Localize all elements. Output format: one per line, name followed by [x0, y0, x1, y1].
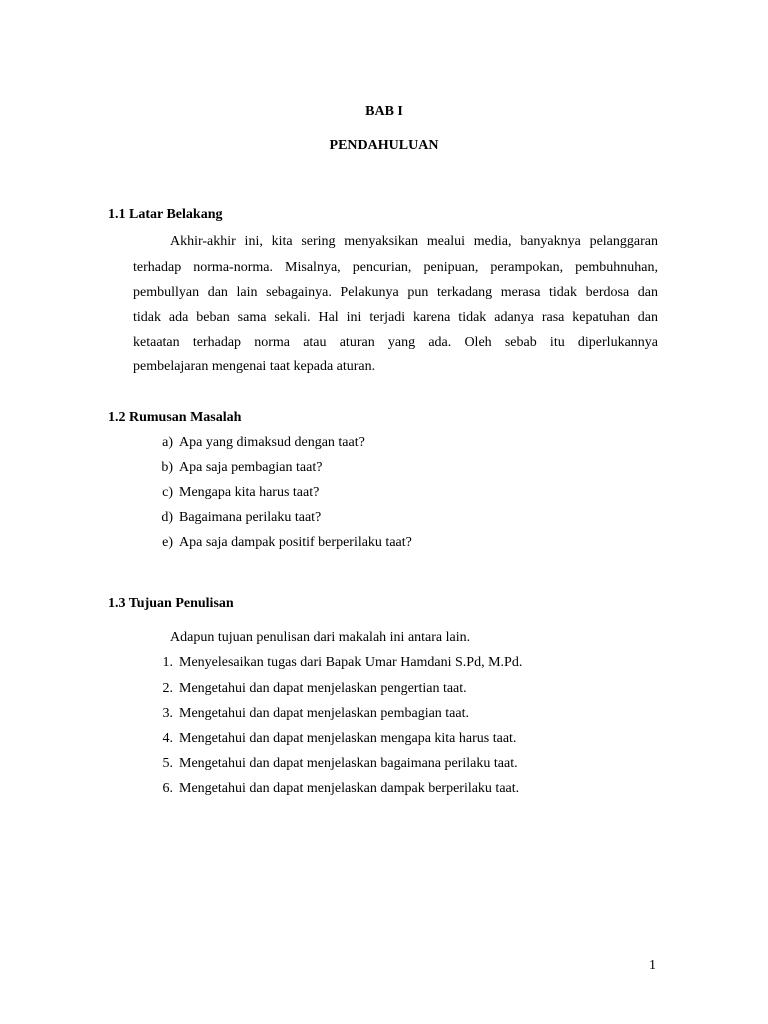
list-item	[153, 781, 673, 797]
list-marker: b)	[161, 460, 173, 475]
list-item	[153, 756, 673, 772]
list-item	[153, 485, 673, 501]
section-intro: Adapun tujuan penulisan dari makalah ini antara lain.	[170, 630, 471, 645]
paragraph-line: tidak ada beban sama sekali. Hal ini terjadi karena tidak adanya rasa kepatuhan dan	[133, 310, 658, 325]
list-marker: 6.	[162, 781, 173, 796]
list-item-text: Mengetahui dan dapat menjelaskan dampak berperilaku taat.	[179, 781, 520, 796]
list-marker: c)	[162, 485, 173, 500]
list-item	[153, 655, 673, 671]
chapter-title: PENDAHULUAN	[329, 138, 439, 153]
list-item	[153, 681, 673, 697]
paragraph-line: terhadap norma-norma. Misalnya, pencurian, penipuan, perampokan, pembuhnuhan,	[133, 260, 658, 275]
paragraph-line: pembullyan dan lain sebagainya. Pelakunya pun terkadang merasa tidak berdosa dan	[133, 285, 658, 300]
list-marker: d)	[161, 510, 173, 525]
list-marker: 5.	[162, 756, 173, 771]
paragraph-line: Akhir-akhir ini, kita sering menyaksikan mealui media, banyaknya pelanggaran	[170, 234, 658, 249]
paragraph-line: pembelajaran mengenai taat kepada aturan.	[133, 359, 376, 374]
list-marker: a)	[162, 435, 173, 450]
list-item-text: Mengetahui dan dapat menjelaskan mengapa kita harus taat.	[179, 731, 517, 746]
list-item	[153, 706, 673, 722]
list-item	[153, 731, 673, 747]
page-number: 1	[649, 958, 656, 973]
list-item-text: Mengetahui dan dapat menjelaskan bagaimana perilaku taat.	[179, 756, 518, 771]
list-item	[153, 435, 673, 451]
list-marker: 3.	[162, 706, 173, 721]
list-item-text: Bagaimana perilaku taat?	[179, 510, 322, 525]
list-item-text: Mengapa kita harus taat?	[179, 485, 320, 500]
section-heading-latar-belakang: 1.1 Latar Belakang	[108, 207, 223, 222]
list-item-text: Apa yang dimaksud dengan taat?	[179, 435, 365, 450]
section-heading-tujuan-penulisan: 1.3 Tujuan Penulisan	[108, 596, 234, 611]
list-item-text: Mengetahui dan dapat menjelaskan pengertian taat.	[179, 681, 467, 696]
list-marker: 4.	[162, 731, 173, 746]
list-item	[153, 460, 673, 476]
chapter-label: BAB I	[365, 104, 403, 119]
list-marker: 1.	[162, 655, 173, 670]
paragraph-line: ketaatan terhadap norma atau aturan yang ada. Oleh sebab itu diperlukannya	[133, 335, 658, 350]
list-item-text: Menyelesaikan tugas dari Bapak Umar Hamdani S.Pd, M.Pd.	[179, 655, 523, 670]
section-heading-rumusan-masalah: 1.2 Rumusan Masalah	[108, 410, 242, 425]
list-item	[153, 510, 673, 526]
list-item-text: Apa saja pembagian taat?	[179, 460, 323, 475]
list-marker: 2.	[162, 681, 173, 696]
list-item-text: Apa saja dampak positif berperilaku taat?	[179, 535, 412, 550]
list-marker: e)	[162, 535, 173, 550]
list-item	[153, 535, 673, 551]
list-item-text: Mengetahui dan dapat menjelaskan pembagian taat.	[179, 706, 470, 721]
